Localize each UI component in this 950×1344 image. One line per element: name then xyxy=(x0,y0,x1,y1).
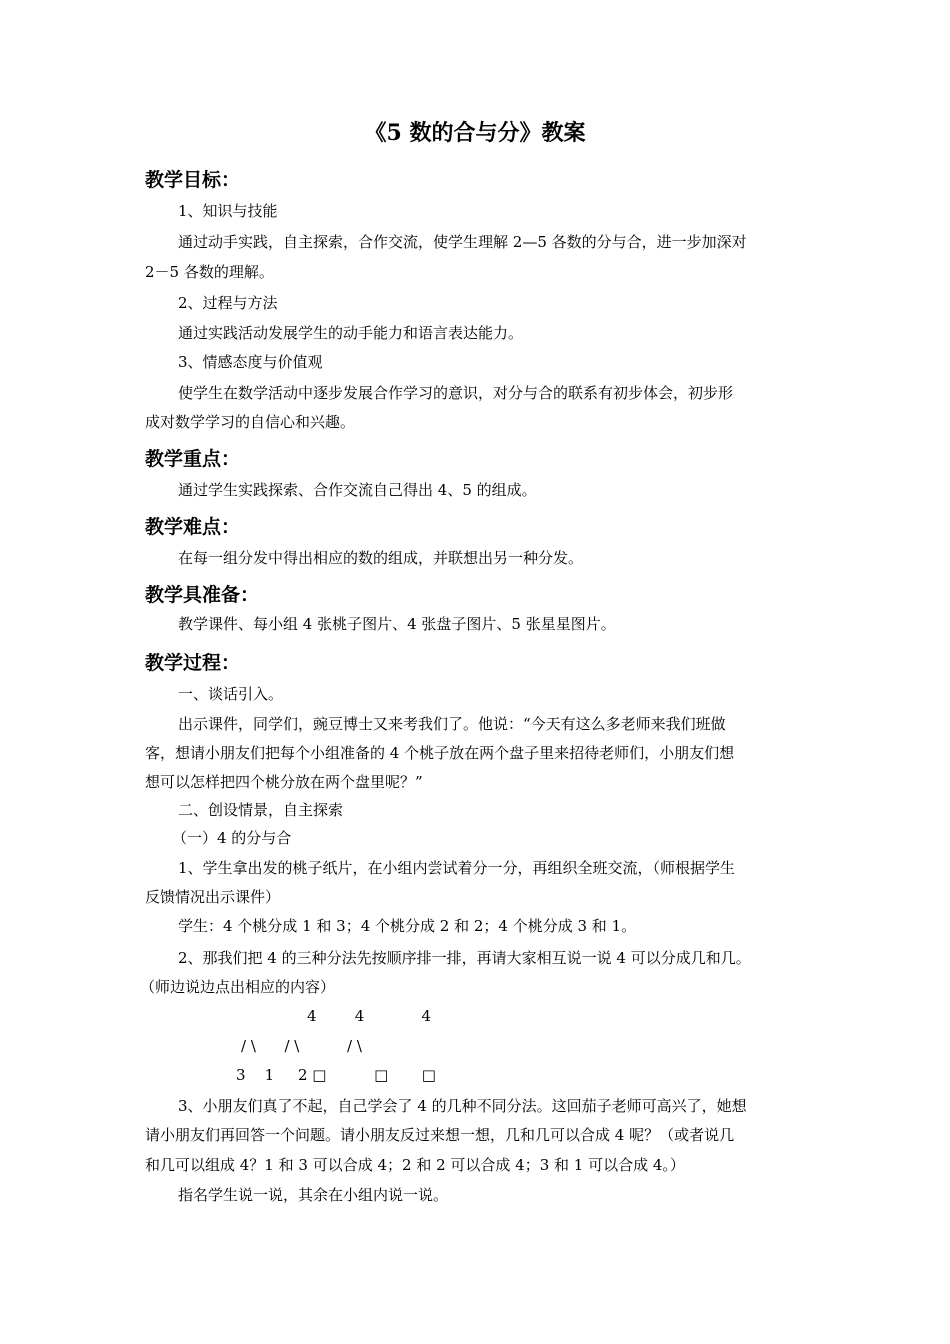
process-line-7b: （师边说边点出相应的内容） xyxy=(140,978,336,996)
process-line-4: （一）4 的分与合 xyxy=(172,829,292,847)
process-line-9: 指名学生说一说，其余在小组内说一说。 xyxy=(178,1186,449,1204)
heading-difficulty: 教学难点： xyxy=(145,516,241,538)
heading-prep: 教学具准备： xyxy=(145,584,260,606)
process-line-7a: 2、那我们把 4 的三种分法先按顺序排一排，再请大家相互说一说 4 可以分成几和几。 xyxy=(178,949,751,967)
process-line-2c: 想可以怎样把四个桃分放在两个盘里呢？” xyxy=(145,773,423,791)
decomposition-diagram-row-3: 3 1 2 □ □ □ xyxy=(236,1066,436,1084)
process-line-8b: 请小朋友们再回答一个问题。请小朋友反过来想一想，几和几可以合成 4 呢？（或者说几 xyxy=(145,1126,735,1144)
goals-line-6b: 成对数学学习的自信心和兴趣。 xyxy=(145,413,356,431)
process-line-6: 学生：4 个桃分成 1 和 3；4 个桃分成 2 和 2；4 个桃分成 3 和 1。 xyxy=(178,917,637,935)
process-line-2b: 客，想请小朋友们把每个小组准备的 4 个桃子放在两个盘子里来招待老师们，小朋友们想 xyxy=(145,744,735,762)
goals-line-5: 3、情感态度与价值观 xyxy=(178,353,323,371)
key-points-text: 通过学生实践探索、合作交流自己得出 4、5 的组成。 xyxy=(178,481,537,499)
process-line-8c: 和几可以组成 4？1 和 3 可以合成 4；2 和 2 可以合成 4；3 和 1 可以合成 4。） xyxy=(145,1156,685,1174)
document-title: 《5 数的合与分》教案 xyxy=(364,120,586,146)
process-line-2a: 出示课件，同学们，豌豆博士又来考我们了。他说：“今天有这么多老师来我们班做 xyxy=(178,715,726,733)
heading-key-points: 教学重点： xyxy=(145,448,241,470)
heading-goals: 教学目标： xyxy=(145,169,241,191)
goals-line-3: 2、过程与方法 xyxy=(178,294,278,312)
goals-line-6a: 使学生在数学活动中逐步发展合作学习的意识，对分与合的联系有初步体会，初步形 xyxy=(178,384,734,402)
process-line-1: 一、谈话引入。 xyxy=(178,685,284,703)
process-line-5b: 反馈情况出示课件） xyxy=(145,888,281,906)
goals-line-2b: 2－5 各数的理解。 xyxy=(145,263,274,281)
heading-process: 教学过程： xyxy=(145,652,241,674)
goals-line-4: 通过实践活动发展学生的动手能力和语言表达能力。 xyxy=(178,324,524,342)
prep-text: 教学课件、每小组 4 张桃子图片、4 张盘子图片、5 张星星图片。 xyxy=(178,615,616,633)
goals-line-1: 1、知识与技能 xyxy=(178,202,278,220)
difficulty-text: 在每一组分发中得出相应的数的组成，并联想出另一种分发。 xyxy=(178,549,584,567)
goals-line-2a: 通过动手实践，自主探索，合作交流，使学生理解 2—5 各数的分与合，进一步加深对 xyxy=(178,233,747,251)
process-line-5a: 1、学生拿出发的桃子纸片，在小组内尝试着分一分，再组织全班交流，（师根据学生 xyxy=(178,859,736,877)
decomposition-diagram-row-2: / \ / \ / \ xyxy=(241,1037,362,1055)
decomposition-diagram-row-1: 4 4 4 xyxy=(307,1007,431,1025)
process-line-8a: 3、小朋友们真了不起，自己学会了 4 的几种不同分法。这回茄子老师可高兴了，她想 xyxy=(178,1097,747,1115)
process-line-3: 二、创设情景，自主探索 xyxy=(178,801,344,819)
